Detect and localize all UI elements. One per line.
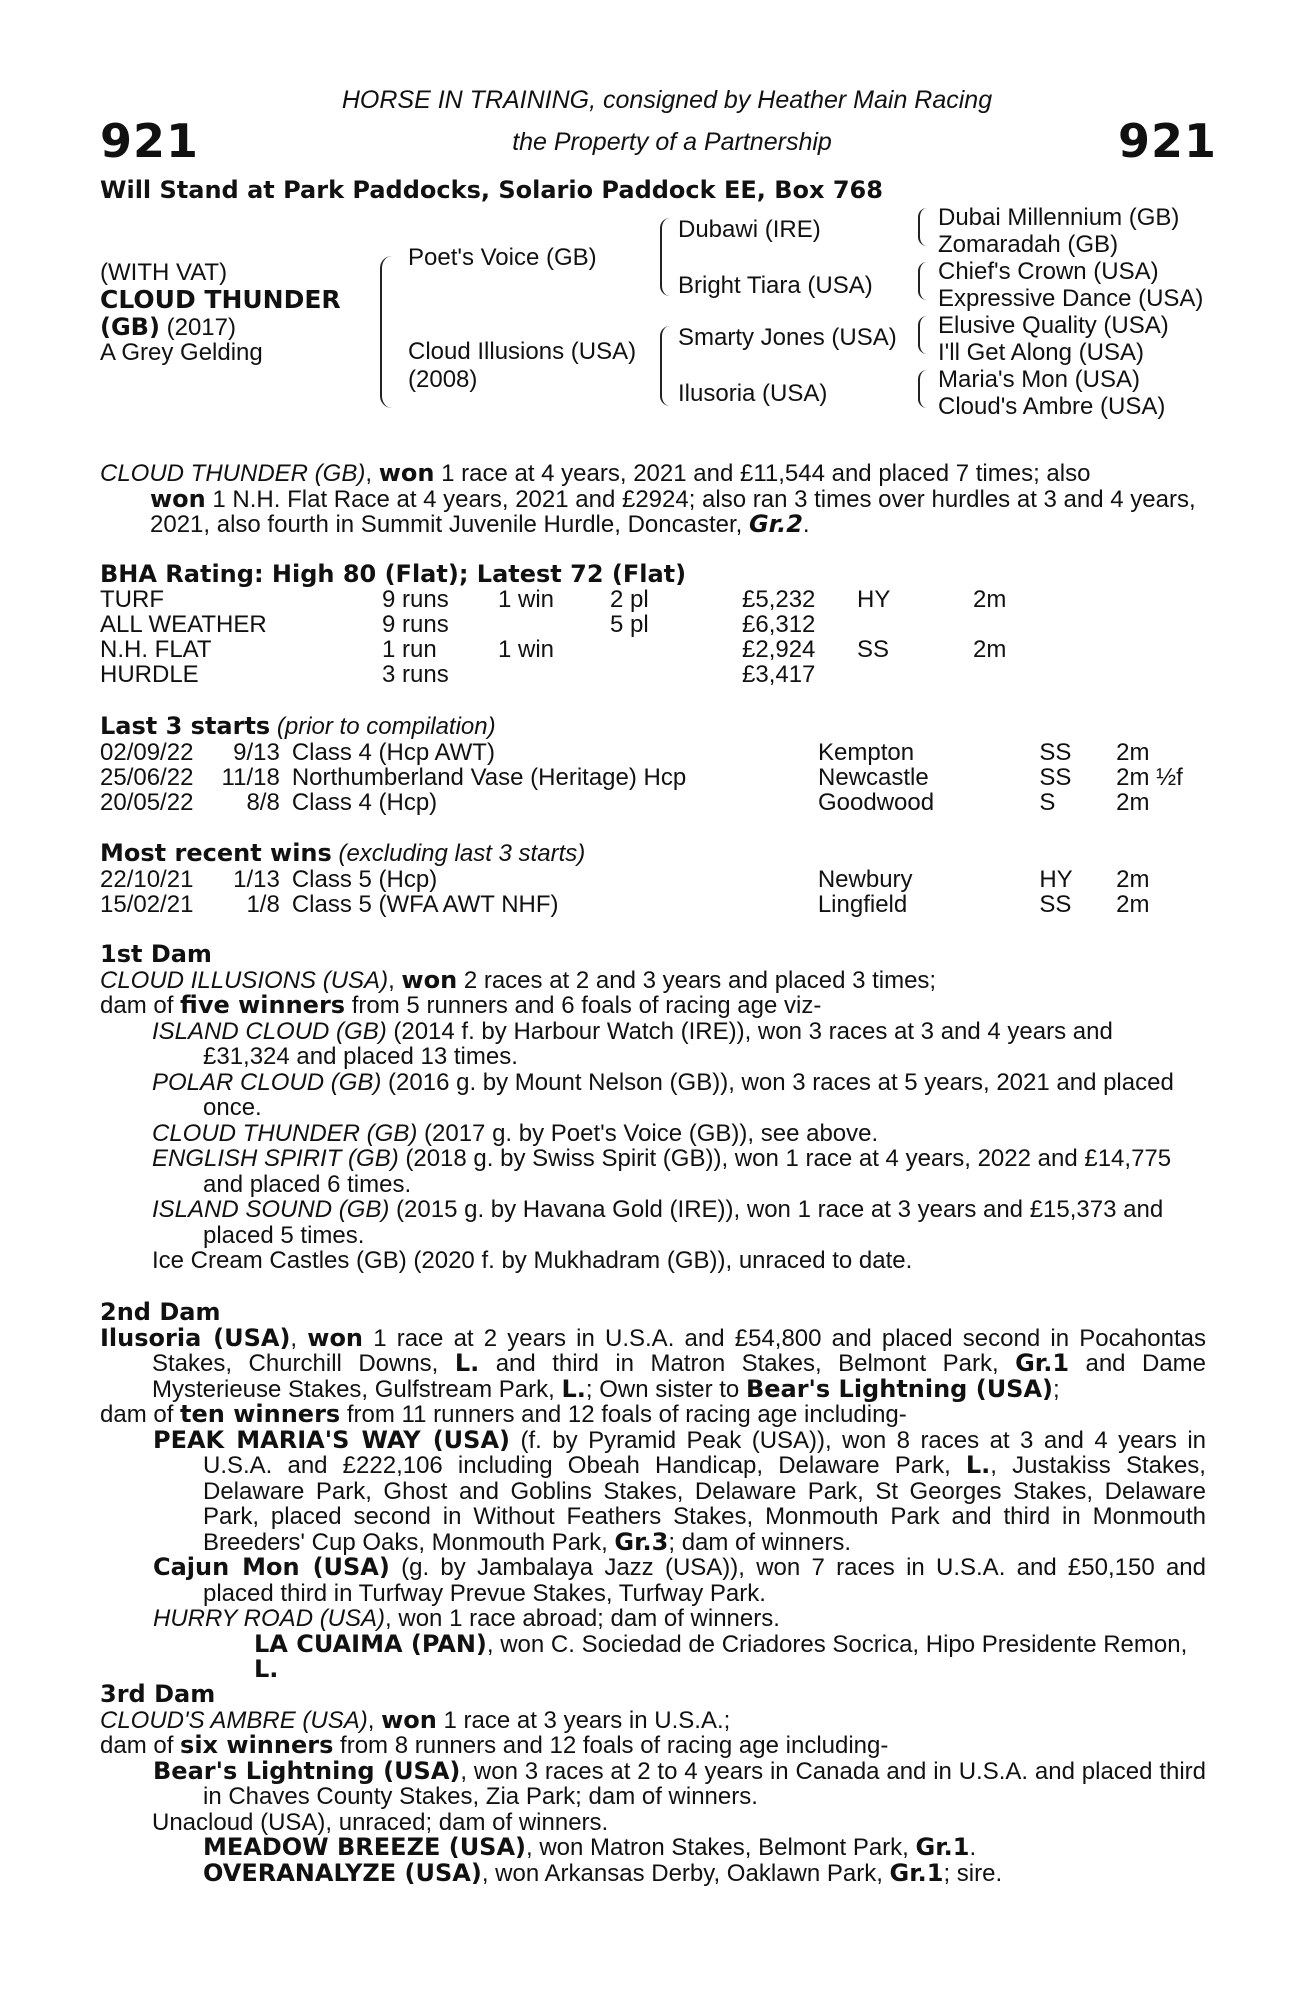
dam-year: (2008) (408, 366, 478, 393)
second-dam-text-1: 1 race at 2 years in U.S.A. and £54,800 and placed second in Pocahontas Stakes, Churchill Downs, (152, 1324, 1206, 1377)
last3-row-going: S (1039, 789, 1056, 816)
recent-row-pos: 1/13 (233, 866, 280, 893)
pedigree-brace-main (380, 256, 392, 408)
recent-table (100, 867, 1206, 917)
progeny-6 (100, 1248, 1206, 1274)
progeny-6-text: Ice Cream Castles (GB) (2020 f. by Mukhadram (GB)), unraced to date. (152, 1247, 913, 1274)
recent-row-going: SS (1039, 891, 1072, 918)
first-dam-of: dam of (100, 992, 181, 1019)
last3-row-race: Northumberland Vase (Heritage) Hcp (291, 764, 687, 791)
rating-row-money: £2,924 (742, 636, 816, 663)
second-dam-section (100, 1300, 1206, 1683)
rating-row-money: £5,232 (742, 586, 816, 613)
last3-row-course: Goodwood (818, 789, 935, 816)
grandparent-5: Elusive Quality (USA) (938, 312, 1169, 339)
sire-sire: Dubawi (IRE) (678, 216, 821, 243)
second-dam-grandprogeny (100, 1629, 1206, 1683)
rating-row-wins: 1 win (498, 636, 555, 663)
rating-row-pl: 5 pl (610, 611, 649, 638)
hurry-road: HURRY ROAD (USA) (153, 1605, 386, 1632)
last3-section (100, 713, 1206, 815)
meadow-breeze-end: . (969, 1834, 977, 1861)
progeny-5-text: (2015 g. by Havana Gold (IRE)), won 1 race at 3 years and £15,373 and placed 5 times. (203, 1196, 1164, 1249)
dam-dam: Ilusoria (USA) (678, 380, 828, 407)
last3-row-dist: 2m ½f (1116, 764, 1183, 791)
last3-row-date: 02/09/22 (100, 739, 194, 766)
last3-row-race: Class 4 (Hcp) (291, 789, 438, 816)
rating-row-dist (973, 662, 1053, 687)
progeny-2 (100, 1070, 1206, 1121)
summary-end: . (802, 511, 810, 538)
second-dam-runners: from 11 runners and 12 foals of racing age including- (340, 1401, 907, 1428)
last3-row-dist: 2m (1116, 739, 1150, 766)
pedigree-brace-g3 (918, 316, 927, 354)
progeny-3-name: CLOUD THUNDER (GB) (152, 1119, 418, 1147)
overanalyze-gr1: Gr.1 (889, 1858, 944, 1887)
dam: Cloud Illusions (USA) (408, 338, 637, 365)
unacloud-text: Unacloud (USA), unraced; dam of winners. (152, 1808, 609, 1836)
last3-row-course: Newcastle (818, 764, 929, 791)
rating-row-surface: HURDLE (100, 661, 199, 688)
vat-label: (WITH VAT) (100, 259, 228, 286)
second-dam-winners: ten winners (180, 1400, 341, 1428)
last3-row (100, 740, 1206, 765)
second-dam-text-3: and Dame Mysterieuse Stakes, Gulfstream Park, (152, 1350, 1207, 1403)
third-dam-name: CLOUD'S AMBRE (USA) (100, 1706, 368, 1734)
grandparent-7: Maria's Mon (USA) (938, 366, 1140, 393)
summary-won: won (378, 459, 435, 487)
horse-description: A Grey Gelding (100, 339, 263, 366)
recent-row-date: 22/10/21 (100, 866, 194, 893)
grandparent-8: Cloud's Ambre (USA) (938, 393, 1166, 420)
second-dam-listed-2: L. (561, 1374, 586, 1403)
rating-row-runs: 9 runs (382, 611, 449, 638)
grandparent-1: Dubai Millennium (GB) (938, 204, 1180, 231)
horse-year: (2017) (166, 314, 236, 341)
third-dam-grandprogeny-1 (100, 1835, 1206, 1861)
rating-row-wins: 1 win (498, 586, 555, 613)
overanalyze: OVERANALYZE (USA) (203, 1858, 482, 1887)
first-dam-name: CLOUD ILLUSIONS (USA) (100, 966, 389, 994)
bears-lightning: Bear's Lightning (USA) (153, 1756, 461, 1785)
recent-row-going: HY (1039, 866, 1073, 893)
peak-marias-way: PEAK MARIA'S WAY (USA) (153, 1425, 511, 1454)
rating-row-pl: 2 pl (610, 586, 649, 613)
horse-country-year (100, 314, 236, 341)
last3-title: Last 3 starts (100, 712, 271, 740)
recent-title: Most recent wins (100, 839, 332, 867)
meadow-breeze-text: , won Matron Stakes, Belmont Park, (526, 1834, 916, 1861)
third-dam-record: 1 race at 3 years in U.S.A.; (436, 1706, 731, 1734)
third-dam-title: 3rd Dam (100, 1680, 216, 1708)
recent-row-dist: 2m (1116, 891, 1150, 918)
peak-text-2: , Justakiss Stakes, Delaware Park, Ghost and Goblins Stakes, Delaware Park, St Georges Stakes, Delaware Park, placed second in Without Feathers Stakes, Monmouth Park and third in Monmouth Breeders' Cup Oaks, Monmouth Park, (203, 1452, 1206, 1556)
second-dam-sep: , (290, 1324, 308, 1352)
second-dam-gr1: Gr.1 (1015, 1349, 1070, 1377)
rating-row-pl (610, 637, 742, 662)
rating-section (100, 561, 1206, 687)
recent-section (100, 840, 1206, 917)
hurry-road-text: , won 1 race abroad; dam of winners. (385, 1605, 780, 1632)
progeny-4-text: (2018 g. by Swiss Spirit (GB)), won 1 race at 4 years, 2022 and £14,775 and placed 6 times. (203, 1145, 1172, 1198)
cajun-mon: Cajun Mon (USA) (153, 1553, 390, 1581)
third-dam-runners: from 8 runners and 12 foals of racing age including- (333, 1732, 889, 1759)
recent-row (100, 892, 1206, 917)
last3-table (100, 740, 1206, 815)
last3-row-pos: 9/13 (233, 739, 280, 766)
second-dam-won: won (307, 1323, 364, 1352)
la-cuaima-listed: L. (254, 1655, 279, 1683)
horse-name: CLOUD THUNDER (100, 285, 341, 314)
third-dam-progeny-2 (100, 1810, 1206, 1836)
meadow-breeze: MEADOW BREEZE (USA) (203, 1833, 527, 1861)
summary-horse: CLOUD THUNDER (GB) (100, 460, 366, 487)
second-dam-of: dam of (100, 1401, 181, 1428)
last3-row-date: 25/06/22 (100, 764, 194, 791)
rating-table (100, 587, 1053, 687)
la-cuaima: LA CUAIMA (PAN) (254, 1629, 487, 1658)
rating-row-surface: ALL WEATHER (100, 611, 267, 638)
recent-row-pos: 1/8 (246, 891, 280, 918)
summary-grade: Gr.2 (748, 510, 803, 538)
grandparent-6: I'll Get Along (USA) (938, 339, 1144, 366)
recent-heading (100, 840, 1206, 867)
consignor-line: HORSE IN TRAINING, consigned by Heather Main Racing (341, 86, 993, 114)
summary-won-2: won (150, 484, 206, 513)
sire-dam: Bright Tiara (USA) (678, 272, 873, 299)
last3-row (100, 790, 1206, 815)
rating-row-wins (498, 662, 610, 687)
second-dam-text-4: ; Own sister to (585, 1375, 746, 1403)
second-dam-text-2: and third in Matron Stakes, Belmont Park, (479, 1350, 1016, 1377)
rating-row-money: £6,312 (742, 611, 816, 638)
pedigree-brace-sire (660, 218, 670, 296)
progeny-3 (100, 1121, 1206, 1147)
pedigree-brace-dam (660, 326, 670, 406)
race-summary (100, 461, 1206, 538)
stand-location: Will Stand at Park Paddocks, Solario Paddock EE, Box 768 (100, 176, 883, 204)
last3-heading (100, 713, 1206, 740)
grandparent-4: Expressive Dance (USA) (938, 285, 1204, 312)
meadow-breeze-gr1: Gr.1 (915, 1833, 970, 1861)
second-dam-title: 2nd Dam (100, 1298, 221, 1326)
last3-row-date: 20/05/22 (100, 789, 194, 816)
rating-row-wins (498, 612, 610, 637)
rating-row-runs: 9 runs (382, 586, 449, 613)
peak-listed: L. (965, 1451, 991, 1479)
last3-row-pos: 8/8 (246, 789, 280, 816)
rating-row-dist (973, 612, 1053, 637)
bears-lightning-text: , won 3 races at 2 to 4 years in Canada and in U.S.A. and placed third in Chaves County Stakes, Zia Park; dam of winners. (203, 1757, 1206, 1810)
second-dam-record (100, 1323, 1207, 1403)
first-dam-title: 1st Dam (100, 940, 212, 968)
progeny-2-text: (2016 g. by Mount Nelson (GB)), won 3 races at 5 years, 2021 and placed once. (203, 1068, 1174, 1121)
last3-row-going: SS (1039, 739, 1072, 766)
recent-row-race: Class 5 (WFA AWT NHF) (291, 891, 559, 918)
property-line: the Property of a Partnership (512, 128, 832, 156)
third-dam-grandprogeny-2 (100, 1858, 1206, 1887)
third-dam-of: dam of (100, 1732, 181, 1759)
first-dam-winners: five winners (180, 991, 346, 1019)
rating-row-surface: TURF (100, 586, 164, 613)
last3-row-pos: 11/18 (221, 764, 280, 791)
recent-row-course: Newbury (817, 866, 913, 893)
recent-row (100, 867, 1206, 892)
summary-sep: , (365, 460, 379, 487)
rating-row-pl (610, 662, 742, 687)
last3-row-going: SS (1039, 764, 1072, 791)
recent-row-date: 15/02/21 (100, 891, 194, 918)
progeny-5 (100, 1197, 1206, 1248)
rating-title: BHA Rating: High 80 (Flat); Latest 72 (Flat) (100, 560, 687, 588)
recent-row-course: Lingfield (817, 891, 908, 918)
la-cuaima-text: , won C. Sociedad de Criadores Socrica, Hipo Presidente Remon, (486, 1630, 1188, 1658)
lot-number-right: 921 (1118, 114, 1218, 168)
grandparent-2: Zomaradah (GB) (938, 231, 1119, 258)
rating-row-dist: 2m (973, 636, 1007, 663)
summary-text-1: 1 race at 4 years, 2021 and £11,544 and placed 7 times; also (434, 460, 1091, 487)
first-dam-sep: , (388, 966, 402, 994)
rating-row-going (857, 662, 973, 687)
rating-row (100, 637, 1053, 662)
progeny-4 (100, 1146, 1206, 1197)
cajun-text: (g. by Jambalaya Jazz (USA)), won 7 races in U.S.A. and £50,150 and placed third in Turfway Prevue Stakes, Turfway Park. (203, 1554, 1206, 1607)
progeny-4-name: ENGLISH SPIRIT (GB) (152, 1145, 399, 1172)
last3-row (100, 765, 1206, 790)
third-dam-sep: , (367, 1706, 382, 1734)
first-dam-runners: from 5 runners and 6 foals of racing age viz- (345, 992, 822, 1019)
progeny-3-text: (2017 g. by Poet's Voice (GB)), see above. (417, 1119, 879, 1147)
pedigree-brace-g2 (918, 262, 927, 300)
second-dam-progeny-2 (100, 1555, 1206, 1606)
rating-row-runs: 3 runs (382, 661, 449, 688)
sire: Poet's Voice (GB) (408, 244, 597, 271)
rating-row-going: SS (857, 636, 890, 663)
progeny-1-text: (2014 f. by Harbour Watch (IRE)), won 3 races at 3 and 4 years and £31,324 and placed 13 times. (203, 1017, 1113, 1070)
rating-row (100, 662, 1053, 687)
second-dam-progeny-3 (100, 1606, 1206, 1632)
third-dam-won: won (381, 1705, 437, 1734)
rating-row-runs: 1 run (382, 636, 437, 663)
rating-row-dist: 2m (973, 586, 1007, 613)
summary-text-2: 1 N.H. Flat Race at 4 years, 2021 and £2924; also ran 3 times over hurdles at 3 and 4 years, 2021, also fourth in Summit Juvenile Hurdle, Doncaster, (150, 485, 1196, 538)
third-dam-progeny-1 (100, 1756, 1206, 1810)
overanalyze-end: ; sire. (943, 1859, 1003, 1887)
last3-note: (prior to compilation) (270, 713, 496, 740)
peak-text-3: ; dam of winners. (668, 1528, 852, 1556)
third-dam-section (100, 1682, 1206, 1886)
overanalyze-text: , won Arkansas Derby, Oaklawn Park, (481, 1859, 890, 1887)
progeny-5-name: ISLAND SOUND (GB) (152, 1196, 390, 1223)
second-dam-progeny-1 (100, 1425, 1206, 1556)
peak-text-1: (f. by Pyramid Peak (USA)), won 8 races at 3 and 4 years in U.S.A. and £222,106 including Obeah Handicap, Delaware Park, (203, 1426, 1206, 1479)
second-dam-listed-1: L. (454, 1349, 480, 1377)
rating-row-surface: N.H. FLAT (100, 636, 212, 663)
rating-row-going (857, 612, 973, 637)
second-dam-sister: Bear's Lightning (USA) (745, 1374, 1054, 1403)
rating-row-going: HY (857, 586, 891, 613)
rating-row-money: £3,417 (742, 661, 816, 688)
last3-row-course: Kempton (818, 739, 915, 766)
rating-row (100, 612, 1053, 637)
progeny-1-name: ISLAND CLOUD (GB) (152, 1017, 387, 1045)
dam-sire: Smarty Jones (USA) (678, 324, 897, 351)
lot-number-left: 921 (100, 114, 200, 168)
progeny-2-name: POLAR CLOUD (GB) (152, 1068, 382, 1096)
second-dam-name: Ilusoria (USA) (100, 1323, 291, 1352)
grandparent-3: Chief's Crown (USA) (938, 258, 1159, 285)
progeny-1 (100, 1019, 1206, 1070)
first-dam-won: won (401, 965, 458, 994)
first-dam-record: 2 races at 2 and 3 years and placed 3 times; (457, 966, 937, 994)
peak-gr3: Gr.3 (614, 1527, 669, 1556)
horse-country: (GB) (100, 313, 160, 341)
pedigree-brace-g4 (918, 370, 927, 408)
recent-row-dist: 2m (1116, 866, 1150, 893)
pedigree-brace-g1 (918, 208, 927, 246)
first-dam-section (100, 942, 1206, 1274)
last3-row-dist: 2m (1116, 789, 1150, 816)
rating-row (100, 587, 1053, 612)
last3-row-race: Class 4 (Hcp AWT) (291, 739, 495, 766)
recent-row-race: Class 5 (Hcp) (291, 866, 438, 893)
second-dam-text-5: ; (1053, 1375, 1060, 1403)
third-dam-winners: six winners (180, 1731, 334, 1759)
recent-note: (excluding last 3 starts) (331, 840, 586, 867)
